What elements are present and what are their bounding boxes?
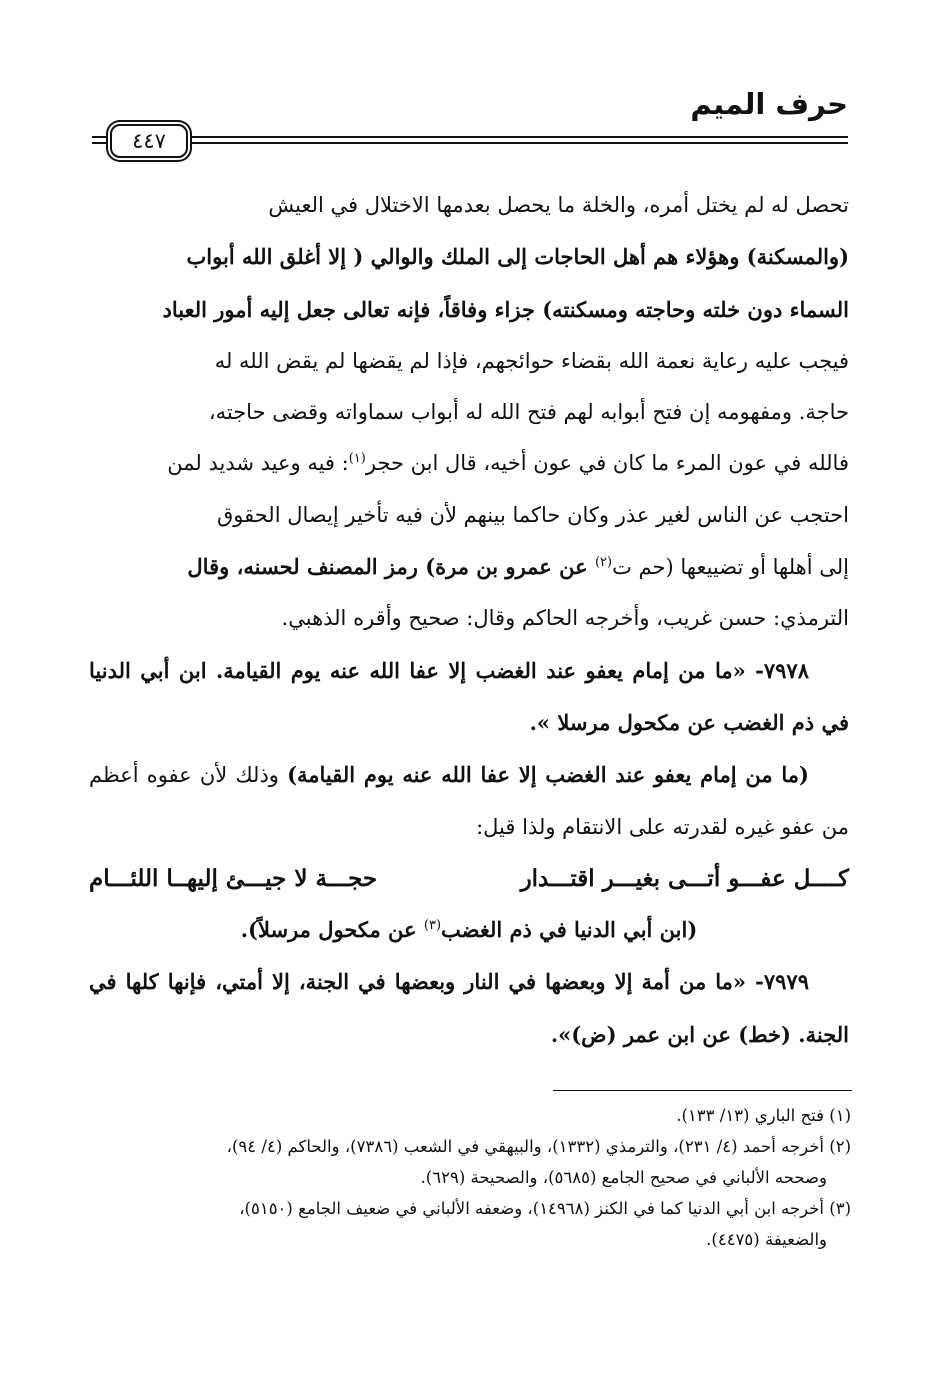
text-line: الترمذي: حسن غريب، وأخرجه الحاكم وقال: صحيح وأقره الذهبي.: [281, 606, 849, 631]
footnote-2: (٢) أخرجه أحمد (٤/ ٢٣١)، والترمذي (١٣٣٢)، والبيهقي في الشعب (٧٣٨٦)، والحاكم (٤/ ٩٤)،: [226, 1137, 851, 1156]
verse-hemistich-left: حجـــة لا جيـــئ إليهــا اللئـــام: [89, 864, 378, 892]
bold-span: عن مكحول مرسلاً).: [240, 917, 424, 943]
footnote-3: (٣) أخرجه ابن أبي الدنيا كما في الكنز (١٤٩٦٨)، وضعفه الألباني في ضعيف الجامع (٥١٥٠)،: [239, 1199, 851, 1218]
hadith-text: ٧٩٧٨- «ما من إمام يعفو عند الغضب إلا عفا الله عنه يوم القيامة. ابن أبي الدنيا في ذم الغضب عن مكحول مرسلا ».: [89, 657, 849, 735]
bold-span: (ما من إمام يعفو عند الغضب إلا عفا الله عنه يوم القيامة): [287, 762, 809, 788]
rule-line: [192, 136, 848, 138]
text-line: احتجب عن الناس لغير عذر وكان حاكما بينهم لأن فيه تأخير إيصال الحقوق: [216, 502, 849, 527]
rule-segment: [92, 136, 108, 138]
text-line: تحصل له لم يختل أمره، والخلة ما يحصل بعدمها الاختلال في العيش: [268, 193, 849, 217]
text-line: فيجب عليه رعاية نعمة الله بقضاء حوائجهم، فإذا لم يقضها لم يقض الله له: [214, 348, 849, 373]
text-line: [89, 438, 849, 489]
main-text: [89, 180, 849, 1061]
hadith-7979: [89, 956, 849, 1061]
footnote-2-cont: وصححه الألباني في صحيح الجامع (٥٦٨٥)، والصحيحة (٦٢٩).: [420, 1168, 827, 1187]
poem-verse: [89, 853, 849, 904]
footnote-1: (١) فتح الباري (١٣/ ١٣٣).: [676, 1106, 851, 1125]
source-line: [89, 904, 849, 956]
footnote-ref[interactable]: (١): [348, 451, 366, 467]
footnotes: [89, 1100, 851, 1255]
text-line: [89, 541, 849, 593]
text-span: فالله في عون المرء ما كان في عون أخيه، قال ابن حجر: [365, 451, 849, 476]
footnote-ref[interactable]: (٢): [594, 555, 613, 571]
running-header-title: حرف الميم: [690, 87, 848, 121]
text-line: [89, 284, 849, 336]
page-number: ٤٤٧: [110, 124, 188, 158]
bold-span: عن عمرو بن مرة) رمز المصنف لحسنه، وقال: [187, 554, 595, 580]
hadith-text: ٧٩٧٩- «ما من أمة إلا وبعضها في النار وبعضها في الجنة، إلا أمتي، فإنها كلها في الجنة. (خط) عن ابن عمر (ض)».: [89, 969, 849, 1047]
rule-segment: [92, 142, 108, 144]
text-line: حاجة. ومفهومه إن فتح أبوابه لهم فتح الله له أبواب سماواته وقضى حاجته،: [208, 400, 849, 425]
header-rule: [92, 122, 848, 158]
text-span: إلى أهلها أو تضييعها (حم ت: [612, 555, 849, 580]
commentary-paragraph: [89, 749, 849, 853]
hadith-7978: [89, 645, 849, 750]
footnote-separator: [553, 1090, 852, 1091]
verse-hemistich-right: كــــل عفـــو أتـــى بغيـــر اقتـــدار: [520, 864, 849, 892]
rule-line: [192, 142, 848, 144]
bold-span: (ابن أبي الدنيا في ذم الغضب: [441, 917, 698, 943]
bold-span: السماء دون خلته وحاجته ومسكنته) جزاء وفاقاً، فإنه تعالى جعل إليه أمور العباد: [162, 296, 849, 322]
footnote-3-cont: والضعيفة (٤٤٧٥).: [706, 1230, 827, 1249]
text-line: [89, 231, 849, 283]
bold-span: (والمسكنة) وهؤلاء هم أهل الحاجات إلى الملك والوالي ( إلا أغلق الله أبواب: [186, 244, 849, 270]
text-span: : فيه وعيد شديد لمن: [167, 451, 349, 476]
footnote-ref[interactable]: (٣): [423, 918, 442, 934]
text-span: وذلك لأن عفوه أعظم من عفو غيره لقدرته على الانتقام ولذا قيل:: [89, 763, 849, 839]
